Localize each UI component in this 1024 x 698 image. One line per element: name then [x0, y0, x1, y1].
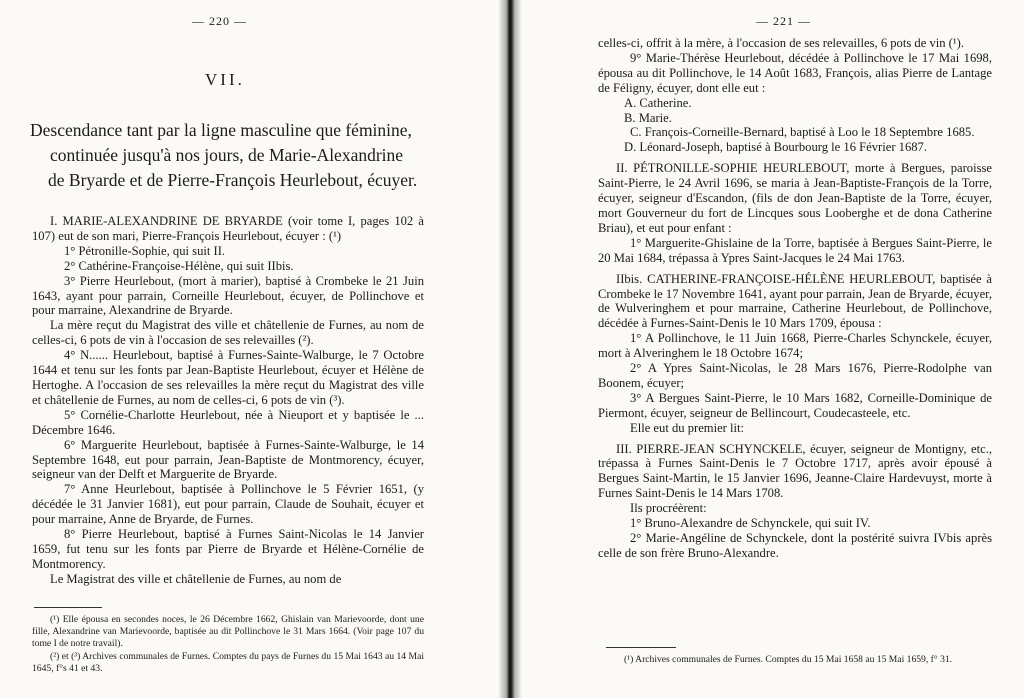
- list-item: A. Catherine.: [624, 95, 692, 110]
- paragraph: Elle eut du premier lit:: [630, 420, 745, 435]
- paragraph: 2° A Ypres Saint-Nicolas, le 28 Mars 1676, Pierre-Rodolphe van Boonem, écuyer;: [598, 361, 992, 390]
- paragraph: Le Magistrat des ville et châtellenie de Furnes, au nom de: [50, 571, 342, 586]
- paragraph: 3° A Bergues Saint-Pierre, le 10 Mars 1682, Corneille-Dominique de Piermont, écuyer, seigneur de Bellincourt, Coudecasteele, etc.: [598, 390, 992, 420]
- title-line: Descendance tant par la ligne masculine que féminine,: [30, 120, 412, 140]
- footnote-rule: [34, 607, 102, 608]
- section-heading: VII.: [205, 70, 245, 89]
- title-line: de Bryarde et de Pierre-François Heurlebout, écuyer.: [48, 170, 418, 190]
- left-page: [0, 0, 508, 698]
- body-text: [32, 214, 424, 587]
- footnotes: [624, 654, 1004, 666]
- paragraph: 8° Pierre Heurlebout, baptisé à Furnes Saint-Nicolas le 14 Janvier 1659, fut tenu sur les fonts par Pierre de Bryarde et Hélène-Cornélie de Montmorency.: [32, 527, 424, 571]
- page-number: — 220 —: [192, 14, 247, 28]
- footnotes: [32, 614, 424, 675]
- paragraph: III. PIERRE-JEAN SCHYNCKELE, écuyer, seigneur de Montigny, etc., trépassa à Furnes Saint-Denis le 7 Octobre 1717, après avoir épousé à Bergues Saint-Martin, le 15 Janvier 1696, Jeanne-Claire Hardevuyst, morte à Furnes Saint-Denis le 14 Mars 1708.: [598, 441, 992, 501]
- list-item: B. Marie.: [624, 110, 672, 125]
- footnote: (²) et (³) Archives communales de Furnes. Comptes du pays de Furnes du 15 Mai 1643 au 14 Mai 1645, f°s 41 et 43.: [32, 650, 424, 674]
- footnote-rule: [606, 647, 676, 648]
- body-text: [598, 36, 992, 561]
- paragraph: 1° A Pollinchove, le 11 Juin 1668, Pierre-Charles Schynckele, écuyer, mort à Alveringhem le 18 Octobre 1674;: [598, 331, 992, 361]
- paragraph: II. PÉTRONILLE-SOPHIE HEURLEBOUT, morte à Bergues, paroisse Saint-Pierre, le 24 Avril 1696, se maria à Jean-Baptiste-François de la Torre, écuyer, seigneur d'Escandon, (fils de don Jean-Baptiste de la Torre, écuyer, mort Gouverneur du fort de Lincques sous Looberghe et de dona Catherine Briau), et eut pour enfant :: [598, 161, 992, 235]
- chapter-title: [30, 118, 430, 193]
- paragraph: 1° Marguerite-Ghislaine de la Torre, baptisée à Bergues Saint-Pierre, le 20 Mai 1684, trépassa à Ypres Saint-Jacques le 24 Mai 1763.: [598, 235, 992, 265]
- paragraph: I. MARIE-ALEXANDRINE DE BRYARDE (voir tome I, pages 102 à 107) eut de son mari, Pierre-François Heurlebout, écuyer : (¹): [32, 214, 424, 243]
- paragraph: 1° Pétronille-Sophie, qui suit II.: [64, 243, 226, 258]
- paragraph: 4° N...... Heurlebout, baptisé à Furnes-Sainte-Walburge, le 7 Octobre 1644 et tenu sur les fonts par Jean-Baptiste Heurlebout, écuyer et Hélène de Hertoghe. A l'occasion de ses relevailles la mère reçut du Magistrat des ville et châtellenie de Furnes, au nom de celles-ci, 6 pots de vin (³).: [32, 348, 424, 407]
- right-page: [516, 0, 1024, 698]
- paragraph: 5° Cornélie-Charlotte Heurlebout, née à Nieuport et y baptisée le ... Décembre 1646.: [32, 407, 424, 437]
- title-line: continuée jusqu'à nos jours, de Marie-Alexandrine: [50, 145, 404, 165]
- paragraph: 7° Anne Heurlebout, baptisée à Pollinchove le 5 Février 1651, (y décédée le 31 Janvier 1681), eut pour parrain, Claude de Souhait, écuyer et pour marraine, Anne de Bryarde, de Furnes.: [32, 482, 424, 527]
- paragraph: 9° Marie-Thérèse Heurlebout, décédée à Pollinchove le 17 Mai 1698, épousa au dit Pollinchove, le 14 Août 1683, François, alias Pierre de Lantage de Féligny, écuyer, dont elle eut :: [598, 50, 992, 95]
- paragraph: 3° Pierre Heurlebout, (mort à marier), baptisé à Crombeke le 21 Juin 1643, ayant pour parrain, Corneille Heurlebout, écuyer, de Pollinchove et pour marraine, Alexandrine de Bryarde.: [32, 273, 424, 318]
- footnote: (¹) Archives communales de Furnes. Comptes du 15 Mai 1658 au 15 Mai 1659, f° 31.: [624, 654, 953, 665]
- paragraph: celles-ci, offrit à la mère, à l'occasion de ses relevailles, 6 pots de vin (¹).: [598, 36, 964, 50]
- footnote: (¹) Elle épousa en secondes noces, le 26 Décembre 1662, Ghislain van Marievoorde, dont une fille, Alexandrine van Marievoorde, baptisée au dit Pollinchove le 31 Mars 1664. (Voir page 107 du tome I de notre travail).: [32, 614, 424, 650]
- paragraph: La mère reçut du Magistrat des ville et châtellenie de Furnes, au nom de celles-ci, 6 pots de vin à l'occasion de ses relevailles (²).: [32, 318, 424, 348]
- paragraph: Ils procréèrent:: [630, 501, 707, 516]
- paragraph: 1° Bruno-Alexandre de Schynckele, qui suit IV.: [630, 516, 871, 531]
- paragraph: 6° Marguerite Heurlebout, baptisée à Furnes-Sainte-Walburge, le 14 Septembre 1648, eut pour parrain, Jean-Baptiste de Montmorency, écuyer, seigneur van der Delft et Marguerite de Bryarde.: [32, 437, 424, 482]
- paragraph: 2° Marie-Angéline de Schynckele, dont la postérité suivra IVbis après celle de son frère Bruno-Alexandre.: [598, 531, 992, 560]
- list-item: D. Léonard-Joseph, baptisé à Bourbourg le 16 Février 1687.: [624, 140, 928, 155]
- list-item: C. François-Corneille-Bernard, baptisé à Loo le 18 Septembre 1685.: [630, 125, 975, 140]
- paragraph: 2° Cathérine-Françoise-Hélène, qui suit IIbis.: [64, 258, 294, 273]
- page-number: — 221 —: [756, 14, 811, 28]
- paragraph: IIbis. CATHERINE-FRANÇOISE-HÉLÈNE HEURLEBOUT, baptisée à Crombeke le 17 Novembre 1641, ayant pour parrain, Jean de Bryarde, écuyer, de Wulveringhem et pour marraine, Catherine Heurlebout, de Pollinchove, décédée à Furnes-Saint-Denis le 10 Mars 1709, épousa :: [598, 271, 992, 331]
